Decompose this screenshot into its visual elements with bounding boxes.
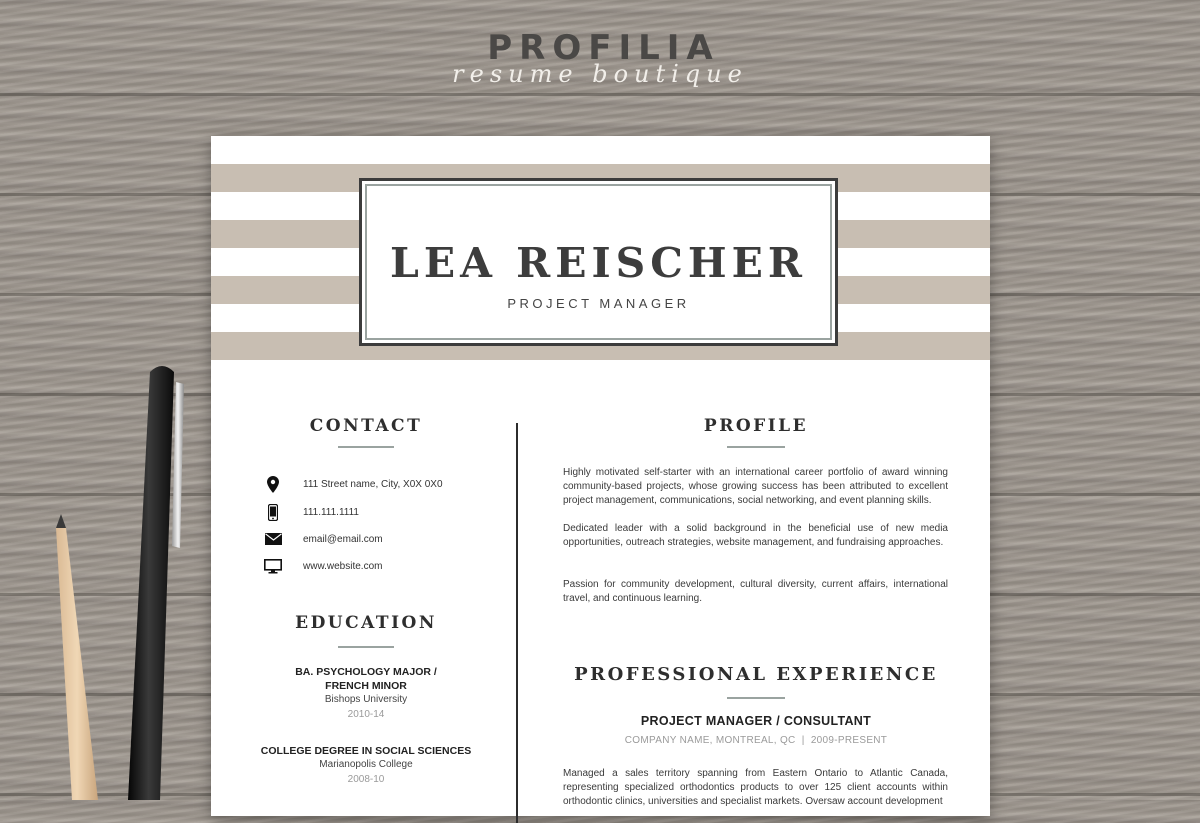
contact-website-text: www.website.com <box>303 560 383 572</box>
mobile-phone-icon <box>263 502 283 522</box>
job-dates: 2009-PRESENT <box>810 735 888 746</box>
contact-phone <box>263 502 359 522</box>
education-degree: BA. PSYCHOLOGY MAJOR / <box>295 666 437 678</box>
contact-email-text: email@email.com <box>303 533 383 545</box>
column-divider <box>516 423 518 823</box>
brand-name: PROFILIA <box>487 28 720 68</box>
experience-heading: PROFESSIONAL EXPERIENCE <box>574 664 938 685</box>
contact-heading-rule <box>338 446 394 448</box>
education-years: 2010-14 <box>347 709 385 720</box>
contact-phone-text: 111.111.1111 <box>303 506 359 518</box>
education-years: 2008-10 <box>347 774 385 785</box>
job-description: Managed a sales territory spanning from Eastern Ontario to Atlantic Canada, representing specialized orthodontics products to over 125 client accounts within orthodontic clinics, universities and specialist markets. Oversaw account development <box>563 768 948 807</box>
job-company: COMPANY NAME, MONTREAL, QC <box>624 735 796 746</box>
contact-heading: CONTACT <box>309 416 423 436</box>
monitor-icon <box>263 556 283 576</box>
contact-address <box>263 474 443 494</box>
job-title: PROJECT MANAGER / CONSULTANT <box>640 714 872 728</box>
profile-paragraph-1: Highly motivated self-starter with an international career portfolio of award winning community-based projects, whose growing success has been attributed to excellent project management, communications, social networking, and event planning skills. <box>563 467 948 506</box>
name-box <box>359 178 838 346</box>
profile-paragraph-2: Dedicated leader with a solid background in the beneficial use of new media opportunities, outreach strategies, website management, and fundraising approaches. <box>563 523 948 548</box>
education-heading: EDUCATION <box>295 613 437 633</box>
contact-email <box>263 529 383 549</box>
location-pin-icon <box>263 474 283 494</box>
brand-tagline: resume boutique <box>452 60 748 88</box>
envelope-icon <box>263 529 283 549</box>
profile-heading-rule <box>727 446 785 448</box>
job-meta <box>551 735 961 746</box>
brand-header <box>0 28 1200 88</box>
profile-heading: PROFILE <box>703 416 809 436</box>
resume-job-title: PROJECT MANAGER <box>507 296 690 311</box>
education-entry <box>251 744 481 787</box>
contact-website <box>263 556 382 576</box>
job-separator: | <box>801 735 805 746</box>
contact-address-text: 111 Street name, City, X0X 0X0 <box>303 478 443 490</box>
education-heading-rule <box>338 646 394 648</box>
education-entry <box>251 665 481 722</box>
education-school: Marianopolis College <box>319 759 413 770</box>
resume-name: LEA REISCHER <box>390 239 807 287</box>
profile-paragraph-3: Passion for community development, cultural diversity, current affairs, international travel, and continuous learning. <box>563 579 948 604</box>
education-degree: COLLEGE DEGREE IN SOCIAL SCIENCES <box>260 745 472 757</box>
experience-heading-rule <box>727 697 785 699</box>
education-school: Bishops University <box>324 694 408 705</box>
education-degree-line2: FRENCH MINOR <box>325 680 407 692</box>
resume-page <box>211 136 990 816</box>
